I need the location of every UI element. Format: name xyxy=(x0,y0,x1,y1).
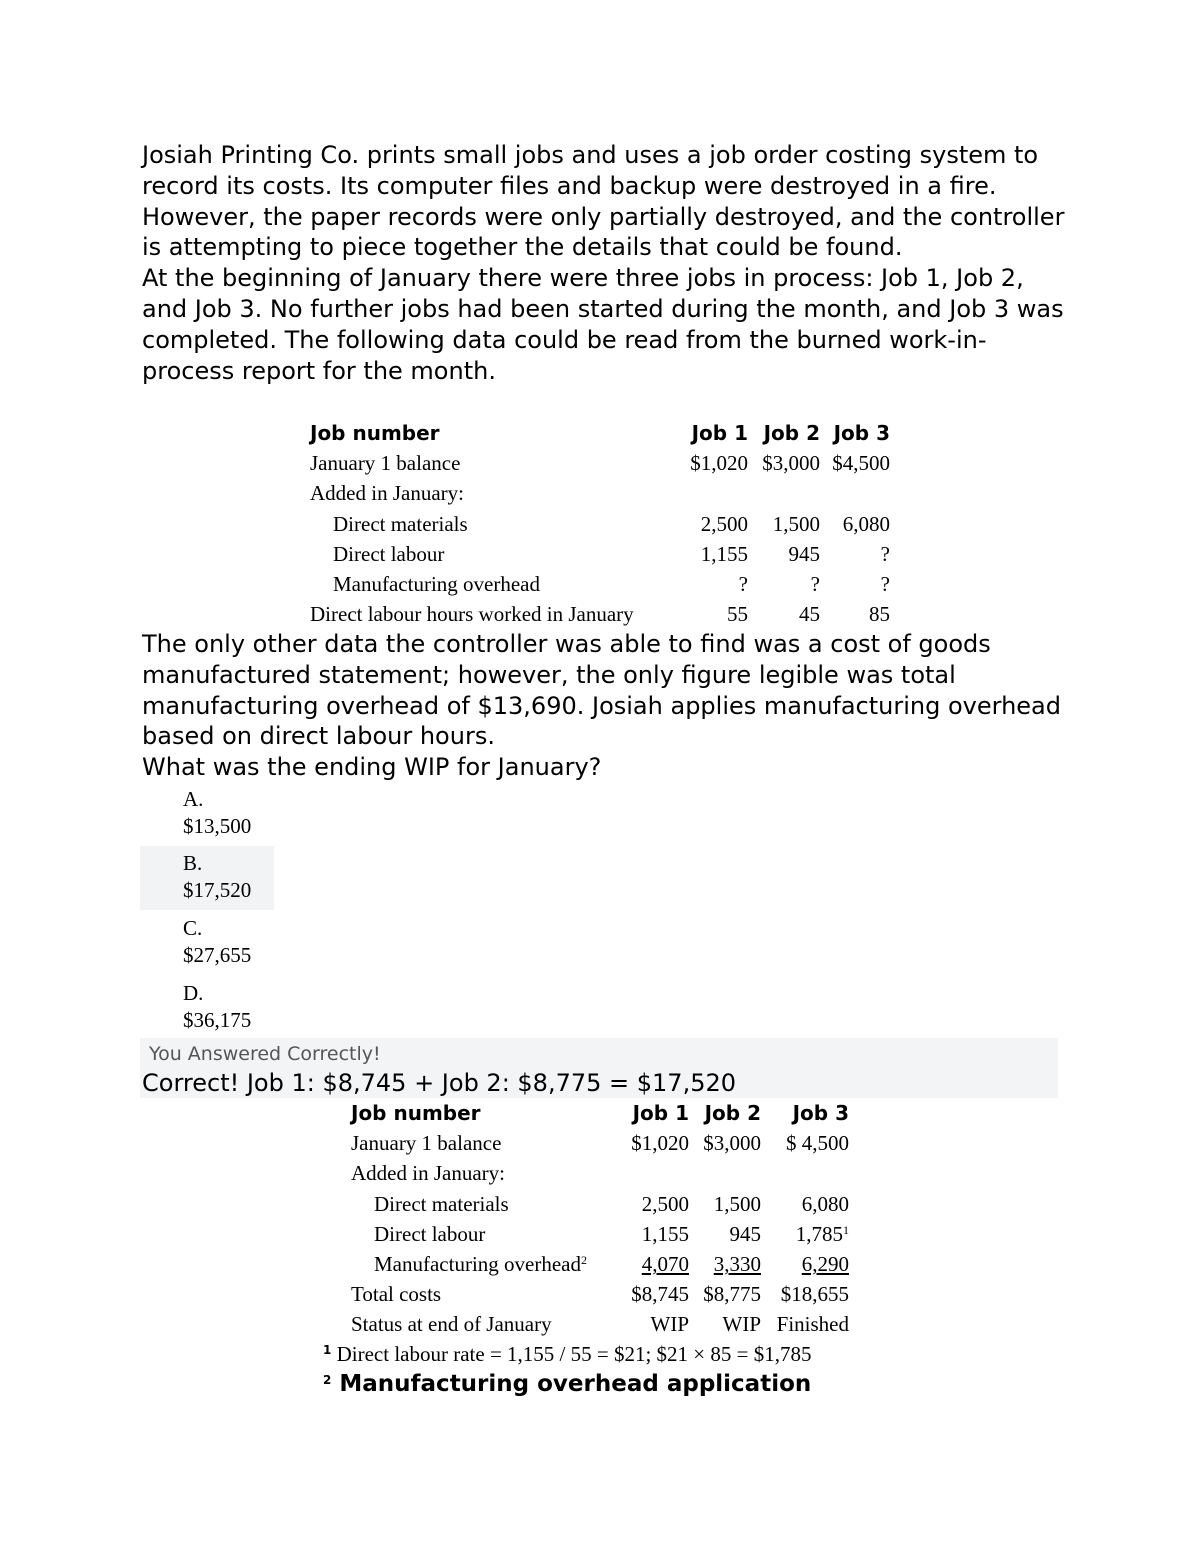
table-cell: 6,080 xyxy=(801,1191,849,1216)
intro-paragraph-2: At the beginning of January there were three jobs in process: Job 1, Job 2, and Job 3. No further jobs had been started during the month, and Job 3 was completed. The following data could be read from the burned work-in-process report for the month. xyxy=(142,264,1064,385)
row-label: Direct labour xyxy=(374,1221,486,1246)
table-cell: $3,000 xyxy=(762,451,820,476)
table-header-row xyxy=(351,1098,849,1128)
table-cell xyxy=(761,1249,849,1279)
table-cell: 45 xyxy=(799,602,820,627)
choice-letter: C. xyxy=(183,916,203,940)
table-cell: ? xyxy=(738,572,748,597)
choice-amount: $13,500 xyxy=(183,814,252,838)
column-header: Job 2 xyxy=(704,1101,761,1125)
footnote-text: Direct labour rate = 1,155 / 55 = $21; $21 × 85 = $1,785 xyxy=(336,1342,812,1366)
choice-amount: $36,175 xyxy=(183,1008,252,1032)
row-label-text: Manufacturing overhead xyxy=(374,1252,581,1277)
row-label: Added in January: xyxy=(351,1161,505,1186)
cell-value: 6,290 xyxy=(801,1252,849,1277)
table-row xyxy=(351,1189,849,1219)
row-label: Direct materials xyxy=(333,511,468,536)
table-cell xyxy=(613,1249,689,1279)
table-cell: WIP xyxy=(722,1312,761,1337)
row-label: Added in January: xyxy=(310,481,464,506)
choice-letter: D. xyxy=(183,981,204,1005)
table-row xyxy=(310,599,890,629)
cell-value: 4,070 xyxy=(641,1252,689,1277)
footnote-marker: 2 xyxy=(581,1253,587,1268)
table-cell: 1,155 xyxy=(700,541,748,566)
wip-report-table xyxy=(310,418,890,629)
answer-feedback-panel xyxy=(140,1038,1058,1098)
table-cell: $1,020 xyxy=(631,1131,689,1156)
table-cell: $3,000 xyxy=(703,1131,761,1156)
answer-choice-d[interactable] xyxy=(140,976,274,1040)
footnote-marker: 2 xyxy=(323,1373,332,1387)
answer-choice-c[interactable] xyxy=(140,911,274,975)
table-row xyxy=(351,1279,849,1309)
table-row xyxy=(351,1309,849,1339)
overhead-paragraph: The only other data the controller was able to find was a cost of goods manufactured statement; however, the only figure legible was total manufacturing overhead of $13,690. Josiah applies manufacturing overhead based on direct labour hours. xyxy=(142,630,1061,751)
row-label: Direct labour xyxy=(333,541,445,566)
table-cell: 1,500 xyxy=(772,511,820,536)
table-cell: ? xyxy=(810,572,820,597)
column-header: Job 3 xyxy=(833,421,890,445)
solution-table xyxy=(351,1098,849,1340)
table-cell: $1,020 xyxy=(690,451,748,476)
choice-amount: $27,655 xyxy=(183,943,252,967)
table-cell xyxy=(761,1219,849,1249)
answer-choice-a[interactable] xyxy=(140,782,274,846)
column-header: Job 2 xyxy=(763,421,820,445)
footnote-2 xyxy=(323,1369,811,1399)
problem-continued xyxy=(142,629,1072,783)
row-label: January 1 balance xyxy=(351,1131,502,1156)
cell-value: 1,785 xyxy=(795,1221,843,1246)
table-cell: 1,500 xyxy=(713,1191,761,1216)
table-row xyxy=(351,1158,849,1188)
choice-letter: A. xyxy=(183,787,204,811)
column-header: Job number xyxy=(310,421,440,445)
answer-choice-b-selected[interactable] xyxy=(140,846,274,910)
problem-intro xyxy=(142,140,1072,386)
question-text: What was the ending WIP for January? xyxy=(142,753,602,782)
table-cell: 2,500 xyxy=(641,1191,689,1216)
row-label: January 1 balance xyxy=(310,451,461,476)
table-row xyxy=(351,1249,849,1279)
table-row xyxy=(351,1128,849,1158)
column-header: Job number xyxy=(351,1101,481,1125)
row-label: Status at end of January xyxy=(351,1312,552,1337)
footnote-text: Manufacturing overhead application xyxy=(339,1371,812,1397)
choice-amount: $17,520 xyxy=(183,878,252,902)
table-row xyxy=(310,478,890,508)
column-header: Job 1 xyxy=(691,421,748,445)
table-cell: WIP xyxy=(650,1312,689,1337)
cell-value: 3,330 xyxy=(713,1252,761,1277)
row-label: Direct labour hours worked in January xyxy=(310,602,634,627)
table-cell: $8,775 xyxy=(703,1282,761,1307)
table-cell: Finished xyxy=(776,1312,849,1337)
feedback-explanation: Correct! Job 1: $8,745 + Job 2: $8,775 = $17,520 xyxy=(142,1069,736,1097)
row-label: Manufacturing overhead xyxy=(333,572,540,597)
row-label: Total costs xyxy=(351,1282,442,1307)
table-cell: ? xyxy=(880,572,890,597)
table-cell: 1,155 xyxy=(641,1221,689,1246)
table-cell: ? xyxy=(880,541,890,566)
row-label: Direct materials xyxy=(374,1191,509,1216)
table-cell: 945 xyxy=(788,541,820,566)
table-cell: 2,500 xyxy=(700,511,748,536)
table-row xyxy=(310,539,890,569)
row-label xyxy=(351,1249,613,1279)
column-header: Job 1 xyxy=(632,1101,689,1125)
table-cell: 945 xyxy=(729,1221,761,1246)
table-cell: $ 4,500 xyxy=(786,1131,849,1156)
table-row xyxy=(310,448,890,478)
table-cell: $18,655 xyxy=(780,1282,849,1307)
table-cell: 6,080 xyxy=(842,511,890,536)
feedback-status: You Answered Correctly! xyxy=(149,1043,381,1065)
table-cell: 85 xyxy=(869,602,890,627)
table-cell: $8,745 xyxy=(631,1282,689,1307)
table-cell: 55 xyxy=(727,602,748,627)
table-cell xyxy=(689,1249,761,1279)
footnote-marker: 1 xyxy=(323,1343,332,1357)
table-row xyxy=(310,509,890,539)
intro-paragraph-1: Josiah Printing Co. prints small jobs and uses a job order costing system to record its costs. Its computer files and backup were destroyed in a fire. However, the paper records were only partially destroyed, and the controller is attempting to piece together the details that could be found. xyxy=(142,141,1065,262)
footnote-1 xyxy=(323,1340,812,1368)
column-header: Job 3 xyxy=(792,1101,849,1125)
footnote-marker: 1 xyxy=(843,1222,849,1237)
table-cell: $4,500 xyxy=(832,451,890,476)
table-row xyxy=(310,569,890,599)
choice-letter: B. xyxy=(183,851,203,875)
table-row xyxy=(351,1219,849,1249)
table-header-row xyxy=(310,418,890,448)
